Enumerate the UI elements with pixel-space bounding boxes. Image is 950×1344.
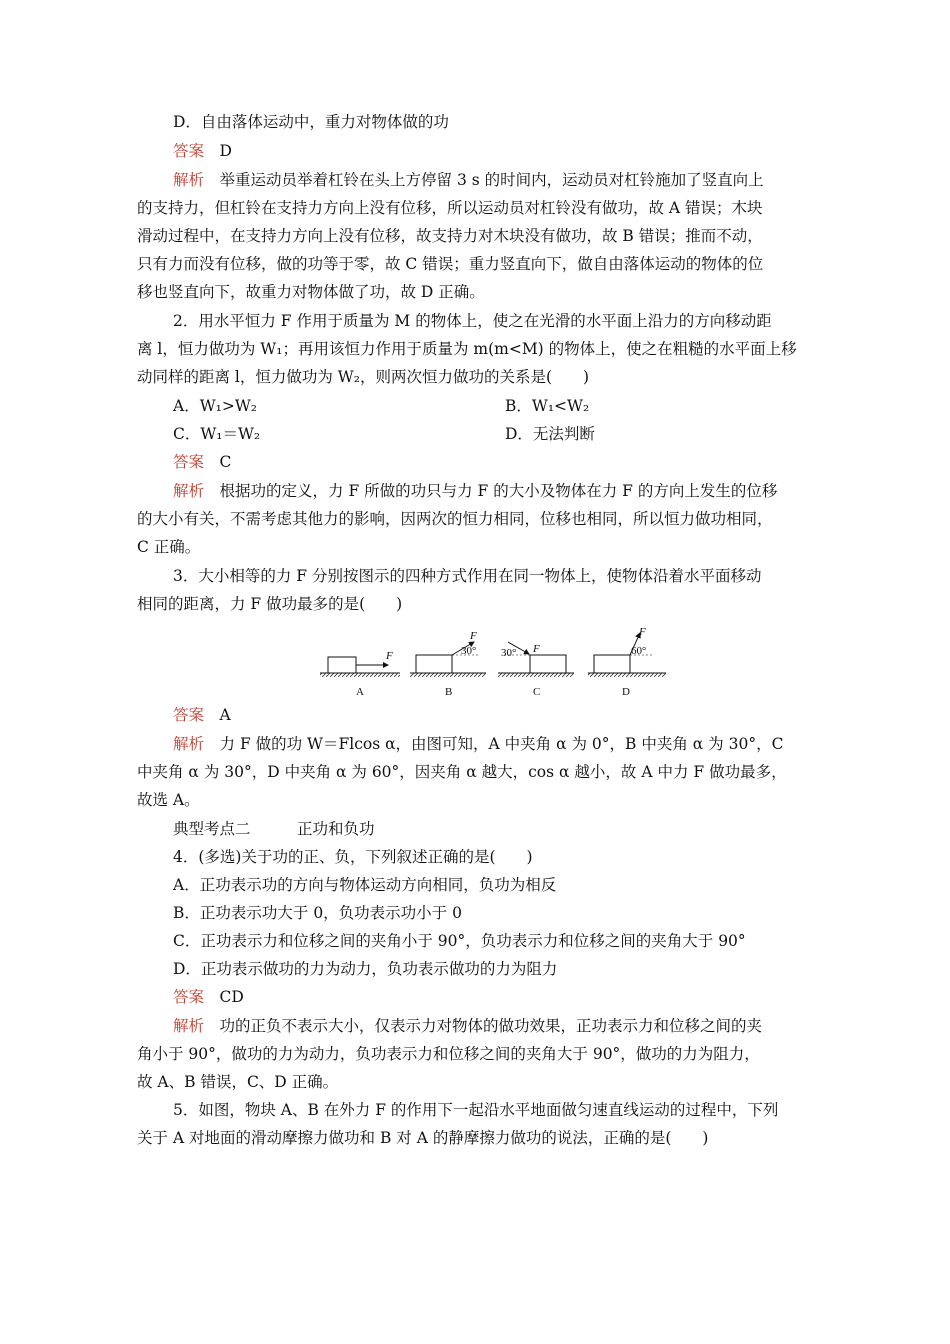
text-line <box>137 282 485 302</box>
line-text: C．W₁＝W₂ <box>173 425 261 443</box>
text-line <box>137 339 797 359</box>
line-text: 关于 A 对地面的滑动摩擦力做功和 B 对 A 的静摩擦力做功的说法，正确的是( ) <box>137 1129 709 1147</box>
block-d <box>594 655 630 673</box>
text-line <box>173 819 375 839</box>
text-line <box>173 311 772 331</box>
line-text: 5．如图，物块 A、B 在外力 F 的作用下一起沿水平地面做匀速直线运动的过程中，下列 <box>173 1101 779 1119</box>
text-line <box>137 226 763 246</box>
angle-label-d: 60° <box>631 645 647 657</box>
line-text: C 正确。 <box>137 538 201 556</box>
text-line <box>173 396 257 416</box>
force-label-c: F <box>533 643 540 655</box>
line-text: 典型考点二 正功和负功 <box>173 820 375 838</box>
force-label-d: F <box>639 626 646 638</box>
text-line <box>173 875 556 895</box>
line-text: 2．用水平恒力 F 作用于质量为 M 的物体上，使之在光滑的水平面上沿力的方向移动距 <box>173 312 772 330</box>
line-text: 3．大小相等的力 F 分别按图示的四种方式作用在同一物体上，使物体沿着水平面移动 <box>173 567 762 585</box>
answer-line <box>173 481 777 501</box>
answer-line <box>173 705 231 725</box>
line-text: 力 F 做的功 W＝Flcos α，由图可知，A 中夹角 α 为 0°，B 中夹角 α 为 30°，C <box>204 735 784 753</box>
answer-line <box>173 141 232 161</box>
caption-b: B <box>445 686 453 698</box>
force-diagram-figure <box>318 621 678 703</box>
line-text: 故选 A。 <box>137 791 200 809</box>
block-b <box>416 655 452 673</box>
text-line <box>137 790 200 810</box>
answer-line <box>173 734 783 754</box>
force-label-a: F <box>386 650 393 662</box>
text-line <box>173 566 761 586</box>
text-line <box>505 396 589 416</box>
angle-label-b: 30° <box>461 645 477 657</box>
line-text: C <box>204 453 232 471</box>
line-text: B．正功表示功大于 0，负功表示功小于 0 <box>173 904 462 922</box>
force-label-b: F <box>470 630 477 642</box>
line-text: D．正功表示做功的力为动力，负功表示做功的力为阻力 <box>173 960 558 978</box>
text-line <box>173 112 449 132</box>
caption-a: A <box>356 686 364 698</box>
line-text: A．W₁>W₂ <box>173 397 257 415</box>
line-text: 中夹角 α 为 30°，D 中夹角 α 为 60°，因夹角 α 越大，cos α 越小，故 A 中力 F 做功最多， <box>137 763 787 781</box>
line-text: 故 A、B 错误，C、D 正确。 <box>137 1073 339 1091</box>
line-text: A <box>204 706 231 724</box>
answer-line <box>173 987 244 1007</box>
answer-line <box>173 1016 762 1036</box>
answer-line <box>173 452 231 472</box>
answer-label: 答案 <box>173 453 205 471</box>
line-text: 4．(多选)关于功的正、负，下列叙述正确的是( ) <box>173 848 533 866</box>
caption-d: D <box>622 686 630 698</box>
text-line <box>137 254 763 274</box>
text-line <box>137 198 763 218</box>
answer-label: 答案 <box>173 988 205 1006</box>
text-line <box>137 367 589 387</box>
line-text: D．无法判断 <box>505 425 595 443</box>
text-line <box>137 537 200 557</box>
answer-label: 解析 <box>173 482 205 500</box>
line-text: 动同样的距离 l，恒力做功为 W₂，则两次恒力做功的关系是( ) <box>137 368 590 386</box>
line-text: 的支持力，但杠铃在支持力方向上没有位移，所以运动员对杠铃没有做功，故 A 错误；木块 <box>137 199 763 217</box>
panel-a <box>320 650 400 698</box>
line-text: 离 l，恒力做功为 W₁；再用该恒力作用于质量为 m(m<M) 的物体上，使之在粗糙的水平面上移 <box>137 340 797 358</box>
panel-c <box>498 642 574 698</box>
text-line <box>137 1072 338 1092</box>
text-line <box>173 1100 778 1120</box>
answer-label: 解析 <box>173 1017 205 1035</box>
text-line <box>173 959 557 979</box>
line-text: D．自由落体运动中，重力对物体做的功 <box>173 113 449 131</box>
line-text: 只有力而没有位移，做的功等于零，故 C 错误；重力竖直向下，做自由落体运动的物体的位 <box>137 255 764 273</box>
text-line <box>173 424 260 444</box>
line-text: 滑动过程中，在支持力方向上没有位移，故支持力对木块没有做功，故 B 错误；推而不动， <box>137 227 763 245</box>
answer-line <box>173 170 764 190</box>
text-line <box>137 509 773 529</box>
line-text: A．正功表示功的方向与物体运动方向相同，负功为相反 <box>173 876 557 894</box>
block-c <box>530 655 566 673</box>
line-text: 相同的距离，力 F 做功最多的是( ) <box>137 595 403 613</box>
line-text: C．正功表示力和位移之间的夹角小于 90°，负功表示力和位移之间的夹角大于 90° <box>173 932 746 950</box>
line-text: CD <box>204 988 244 1006</box>
force-diagram-svg <box>318 621 678 703</box>
text-line <box>505 424 595 444</box>
caption-c: C <box>533 686 541 698</box>
line-text: D <box>204 142 232 160</box>
line-text: 举重运动员举着杠铃在头上方停留 3 s 的时间内，运动员对杠铃施加了竖直向上 <box>204 171 764 189</box>
text-line <box>173 931 746 951</box>
line-text: B．W₁<W₂ <box>505 397 590 415</box>
line-text: 的大小有关，不需考虑其他力的影响，因两次的恒力相同，位移也相同，所以恒力做功相同， <box>137 510 773 528</box>
answer-label: 解析 <box>173 735 205 753</box>
line-text: 功的正负不表示大小，仅表示力对物体的做功效果，正功表示力和位移之间的夹 <box>204 1017 763 1035</box>
line-text: 根据功的定义，力 F 所做的功只与力 F 的大小及物体在力 F 的方向上发生的位移 <box>204 482 778 500</box>
block-a <box>328 657 356 673</box>
text-line <box>173 903 462 923</box>
line-text: 移也竖直向下，故重力对物体做了功，故 D 正确。 <box>137 283 485 301</box>
text-line <box>173 847 533 867</box>
text-line <box>137 594 402 614</box>
line-text: 角小于 90°，做功的力为动力，负功表示力和位移之间的夹角大于 90°，做功的力为阻力， <box>137 1045 760 1063</box>
panel-d <box>588 626 666 698</box>
answer-label: 答案 <box>173 142 205 160</box>
text-line <box>137 1128 708 1148</box>
answer-label: 答案 <box>173 706 205 724</box>
panel-b <box>410 630 486 698</box>
angle-label-c: 30° <box>501 647 517 659</box>
answer-label: 解析 <box>173 171 205 189</box>
text-line <box>137 762 787 782</box>
text-line <box>137 1044 760 1064</box>
